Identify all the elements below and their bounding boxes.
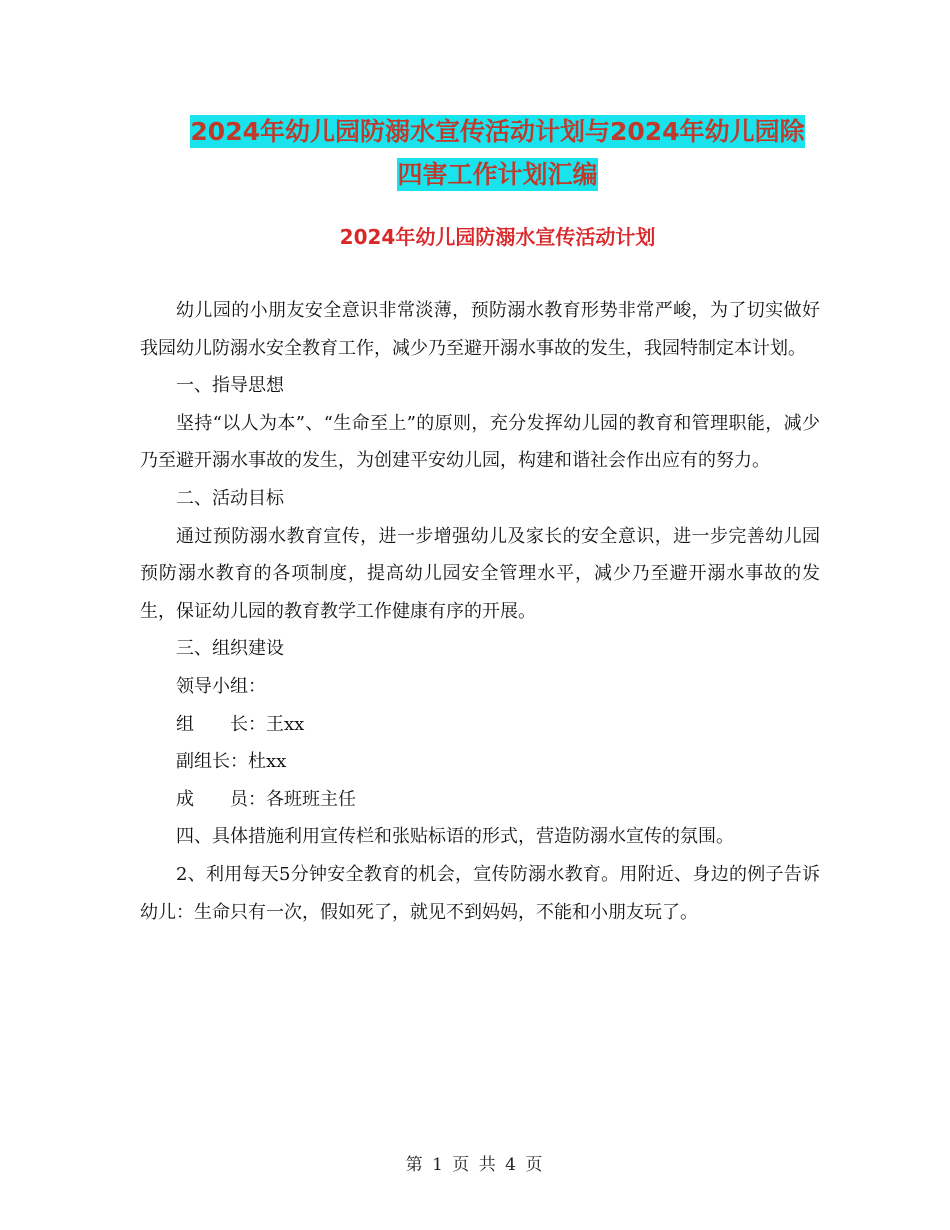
paragraph-intro: 幼儿园的小朋友安全意识非常淡薄，预防溺水教育形势非常严峻，为了切实做好我园幼儿防溺水安全教育工作，减少乃至避开溺水事故的发生，我园特制定本计划。 xyxy=(140,300,820,359)
section-title: 2024年幼儿园防溺水宣传活动计划 xyxy=(339,225,656,249)
leadership-group-label: 领导小组： xyxy=(176,675,266,697)
heading-activity-goals: 二、活动目标 xyxy=(176,487,284,509)
title-highlight: 2024年幼儿园防溺水宣传活动计划与2024年幼儿园除 xyxy=(190,117,805,146)
document-title-line-2 xyxy=(140,155,855,195)
document-body xyxy=(140,292,820,931)
members-line: 成 员：各班班主任 xyxy=(176,788,356,810)
paragraph-guiding-thought: 坚持“以人为本”、“生命至上”的原则，充分发挥幼儿园的教育和管理职能，减少乃至避开溺水事故的发生，为创建平安幼儿园，构建和谐社会作出应有的努力。 xyxy=(140,412,820,472)
page-number-footer: 第 1 页 共 4 页 xyxy=(405,1155,545,1175)
document-title-line-1 xyxy=(140,112,855,152)
deputy-leader-line: 副组长：杜xx xyxy=(176,751,287,773)
title-highlight: 四害工作计划汇编 xyxy=(397,160,598,189)
paragraph-measures: 四、具体措施利用宣传栏和张贴标语的形式，营造防溺水宣传的氛围。 xyxy=(176,826,734,848)
group-leader-line: 组 长：王xx xyxy=(176,713,305,735)
paragraph-measure-2: 2、利用每天5分钟安全教育的机会，宣传防溺水教育。用附近、身边的例子告诉幼儿：生命只有一次，假如死了，就见不到妈妈，不能和小朋友玩了。 xyxy=(140,863,820,923)
heading-organization: 三、组织建设 xyxy=(176,638,284,660)
heading-guiding-thought: 一、指导思想 xyxy=(176,375,284,397)
paragraph-activity-goals: 通过预防溺水教育宣传，进一步增强幼儿及家长的安全意识，进一步完善幼儿园预防溺水教育的各项制度，提高幼儿园安全管理水平，减少乃至避开溺水事故的发生，保证幼儿园的教育教学工作健康有序的开展。 xyxy=(140,525,820,622)
